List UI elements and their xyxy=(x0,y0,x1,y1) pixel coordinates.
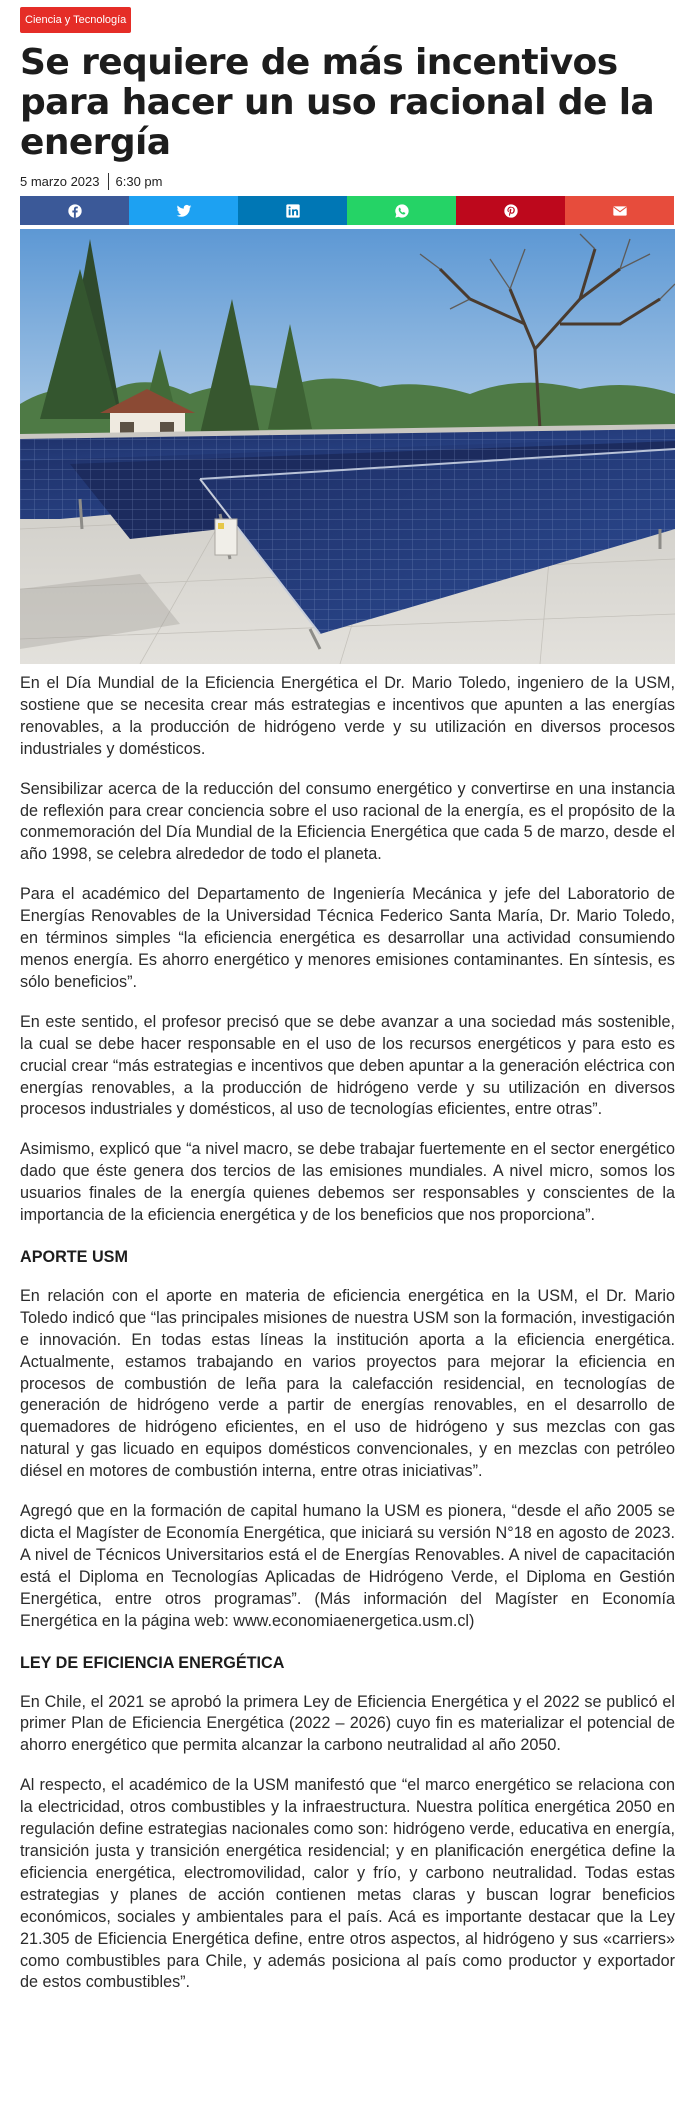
paragraph: Agregó que en la formación de capital humano la USM es pionera, “desde el año 2005 se dicta el Magíster de Economía Energética, que iniciará su versión N°18 en agosto de 2023. A nivel de Técnicos Universitarios está el de Energías Renovables. A nivel de capacitación está el Diploma en Tecnologías Aplicadas de Hidrógeno Verde, el Diploma en Gestión Energética, entre otros programas”. (Más información del Magíster en Economía Energética en la página web: www.economiaenergetica.usm.cl) xyxy=(20,1502,675,1630)
paragraph: En este sentido, el profesor precisó que se debe avanzar a una sociedad más sostenible, la cual se debe hacer responsable en el uso de los recursos energéticos y para esto es crucial crear “más estrategias e incentivos que deben apuntar a la generación eléctrica con energías renovables, a la producción de hidrógeno verde y su utilización en diversos procesos industriales y domésticos, al uso de tecnologías eficientes, entre otras”. xyxy=(20,1012,675,1119)
paragraph: Al respecto, el académico de la USM manifestó que “el marco energético se relaciona con la electricidad, otros combustibles y la infraestructura. Nuestra política energética 2050 en regulación define estrategias nacionales como son: hidrógeno verde, educativa en energía, transición justa y transición energética residencial; y en planificación energética define la eficiencia energética, electromovilidad, calor y frío, y carbono neutralidad. Todas estas estrategias y planes de acción contienen metas claras y buscan lograr beneficios económicos, sociales y ambientales para el país. Acá es importante destacar que la Ley 21.305 de Eficiencia Energética define, entre otros aspectos, al hidrógeno y sus «carriers» como combustibles para Chile, y además posiciona al país como productor y exportador de estos combustibles”. xyxy=(20,1776,675,1992)
pinterest-icon xyxy=(503,203,519,219)
publish-date: 5 marzo 2023 xyxy=(20,173,100,189)
article-meta xyxy=(20,172,677,190)
solar-panels-photo xyxy=(20,229,675,664)
section-heading-aporte-usm: APORTE USM xyxy=(20,1247,128,1266)
share-whatsapp-button[interactable] xyxy=(347,196,456,225)
meta-divider xyxy=(108,173,109,190)
paragraph-intro: En el Día Mundial de la Eficiencia Energética el Dr. Mario Toledo, ingeniero de la USM, sostiene que se necesita crear más estrategias e incentivos que apunten a las energías renovables, a la producción de hidrógeno verde y su utilización en diversos procesos industriales y domésticos. xyxy=(20,674,675,758)
article-headline: Se requiere de más incentivos para hacer un uso racional de la energía xyxy=(20,42,655,163)
share-facebook-button[interactable] xyxy=(20,196,129,225)
share-bar xyxy=(20,196,674,225)
share-pinterest-button[interactable] xyxy=(456,196,565,225)
paragraph: En Chile, el 2021 se aprobó la primera Ley de Eficiencia Energética y el 2022 se publicó el primer Plan de Eficiencia Energética (2022 – 2026) cuyo fin es materializar el potencial de ahorro energético que permita alcanzar la carbono neutralidad al año 2050. xyxy=(20,1692,675,1755)
twitter-icon xyxy=(176,203,192,219)
paragraph: Sensibilizar acerca de la reducción del consumo energético y convertirse en una instancia de reflexión para crear conciencia sobre el uso racional de la energía, es el propósito de la conmemoración del Día Mundial de la Eficiencia Energética que cada 5 de marzo, desde el año 1998, se celebra alrededor de todo el planeta. xyxy=(20,779,675,864)
section-heading-ley-eficiencia: LEY DE EFICIENCIA ENERGÉTICA xyxy=(20,1653,285,1672)
linkedin-icon xyxy=(285,203,301,219)
share-linkedin-button[interactable] xyxy=(238,196,347,225)
paragraph: Asimismo, explicó que “a nivel macro, se debe trabajar fuertemente en el sector energético dado que éste genera dos tercios de las emisiones mundiales. A nivel micro, somos los usuarios finales de la energía quienes debemos ser responsables y conscientes de la importancia de la eficiencia energética y de los beneficios que nos proporciona”. xyxy=(20,1140,675,1225)
publish-time: 6:30 pm xyxy=(115,173,163,189)
facebook-icon xyxy=(67,203,83,219)
paragraph: Para el académico del Departamento de Ingeniería Mecánica y jefe del Laboratorio de Energías Renovables de la Universidad Técnica Federico Santa María, Dr. Mario Toledo, en términos simples “la eficiencia energética es desarrollar una actividad consumiendo menos energía. Es ahorro energético y menores emisiones contaminantes. En síntesis, es sólo beneficios”. xyxy=(20,885,675,991)
article-body xyxy=(20,673,675,1994)
paragraph: En relación con el aporte en materia de eficiencia energética en la USM, el Dr. Mario Toledo indicó que “las principales misiones de nuestra USM son la formación, investigación e innovación. En todas estas líneas la institución aporta a la eficiencia energética. Actualmente, estamos trabajando en varios proyectos para mejorar la eficiencia en procesos de combustión de leña para la calefacción residencial, en tecnologías de generación de hidrógeno verde a partir de energías renovables, en el desarrollo de quemadores de hidrógeno eficientes, en el uso de hidrógeno y sus mezclas con gas natural y gas licuado en equipos domésticos convencionales, y en mezclas con petróleo diésel en motores de combustión interna, entre otras iniciativas”. xyxy=(20,1286,675,1481)
category-tag[interactable]: Ciencia y Tecnología xyxy=(20,7,131,33)
share-email-button[interactable] xyxy=(565,196,674,225)
whatsapp-icon xyxy=(394,203,410,219)
share-twitter-button[interactable] xyxy=(129,196,238,225)
envelope-icon xyxy=(612,203,628,219)
